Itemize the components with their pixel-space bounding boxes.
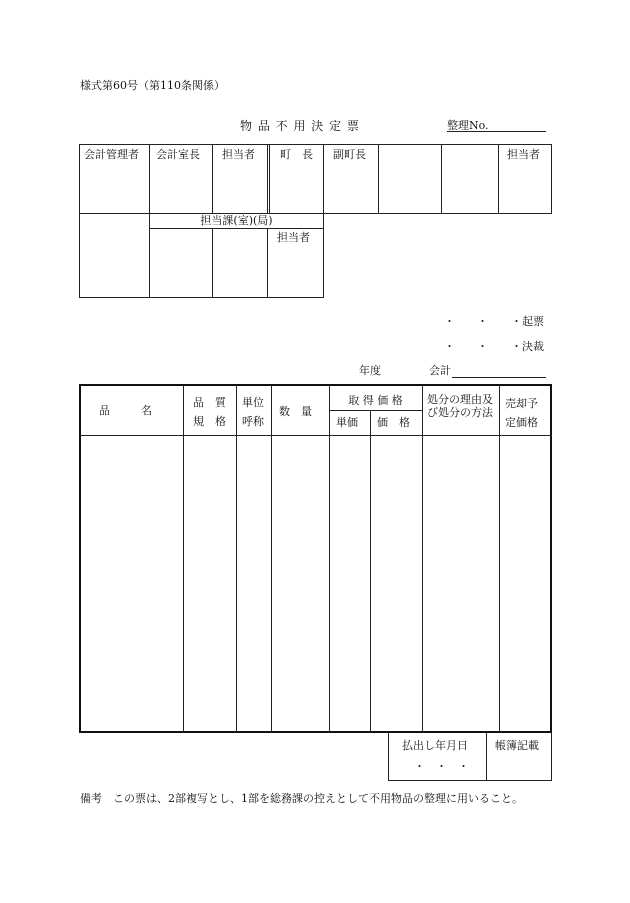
col-suryo: 数 量 bbox=[279, 405, 312, 418]
kihyo-label: ・起票 bbox=[511, 315, 544, 328]
kaikei-label: 会計 bbox=[429, 364, 451, 377]
kessai-label: ・決裁 bbox=[511, 340, 544, 353]
tanto-label-3: 担当者 bbox=[277, 231, 310, 244]
kessai-dots: ・ ・ bbox=[444, 340, 488, 353]
seiri-underline bbox=[447, 131, 546, 132]
tanto-label-1: 担当者 bbox=[222, 148, 255, 161]
nendo-label: 年度 bbox=[359, 364, 381, 377]
chocho-label: 町 長 bbox=[280, 148, 313, 161]
form-title: 物 品 不 用 決 定 票 bbox=[240, 119, 360, 133]
haraidashi-label: 払出し年月日 bbox=[402, 739, 468, 752]
fuku-chocho-label: 副町長 bbox=[333, 148, 366, 161]
col-shobun: 処分の理由及び処分の方法 bbox=[427, 393, 493, 419]
haraidashi-dots: ・ ・ ・ bbox=[414, 760, 469, 773]
biko-note: 備考 この票は、2部複写とし、1部を総務課の控えとして不用物品の整理に用いること。 bbox=[80, 792, 523, 805]
col-kosho: 呼称 bbox=[242, 415, 264, 428]
form-number: 様式第60号（第110条関係） bbox=[80, 79, 225, 92]
col-shutoku: 取 得 価 格 bbox=[348, 394, 403, 407]
col-hinmei: 品 名 bbox=[99, 404, 155, 417]
kihyo-dots: ・ ・ bbox=[444, 315, 488, 328]
kaikei-shitsucho-label: 会計室長 bbox=[156, 148, 200, 161]
kaikei-underline bbox=[452, 377, 546, 378]
col-kikaku: 規 格 bbox=[193, 415, 226, 428]
col-hinshitsu: 品 質 bbox=[193, 396, 226, 409]
tanto-ka-label: 担当課(室)(局) bbox=[200, 214, 273, 227]
seiri-label: 整理No. bbox=[447, 119, 489, 132]
choubo-label: 帳簿記載 bbox=[495, 739, 539, 752]
col-tani: 単位 bbox=[242, 396, 264, 409]
tanto-label-2: 担当者 bbox=[507, 148, 540, 161]
col-baikyaku: 売却予定価格 bbox=[505, 397, 538, 429]
col-tanka: 単価 bbox=[336, 416, 358, 429]
col-kakaku: 価 格 bbox=[377, 416, 410, 429]
kaikei-kanrisha-label: 会計管理者 bbox=[84, 148, 139, 161]
